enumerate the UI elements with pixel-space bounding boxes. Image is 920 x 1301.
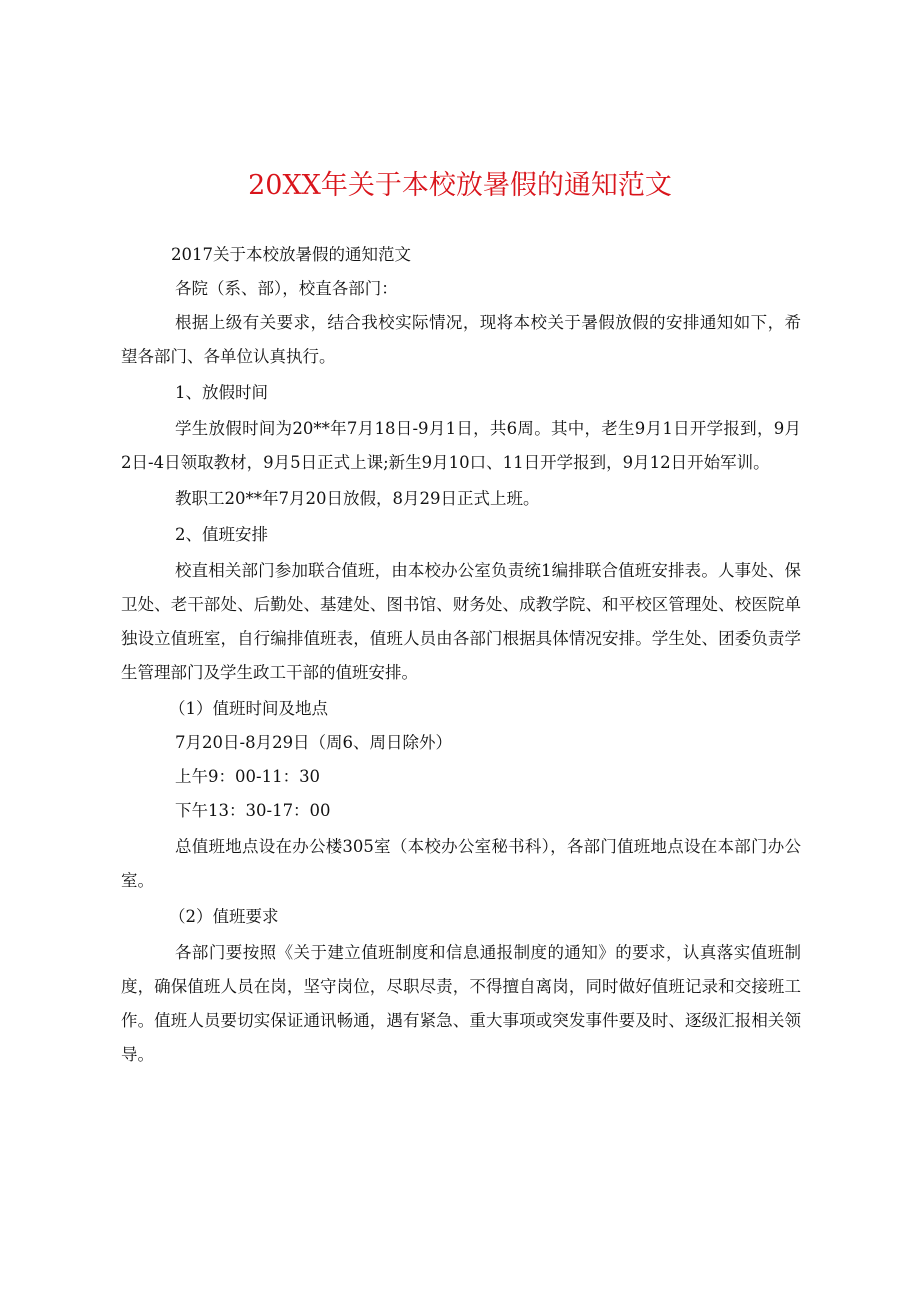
sub2-heading: （2）值班要求 [169,907,279,926]
section1-students-paragraph: 学生放假时间为20**年7月18日-9月1日，共6周。其中，老生9月1日开学报到，9月2日-4日领取教材，9月5日正式上课;新生9月10口、11日开学报到，9月12日开始军训。 [121,419,801,472]
sub2-paragraph: 各部门要按照《关于建立值班制度和信息通报制度的通知》的要求，认真落实值班制度，确保值班人员在岗，坚守岗位，尽职尽责，不得擅自离岗，同时做好值班记录和交接班工作。值班人员要切实保证通讯畅通，遇有紧急、重大事项或突发事件要及时、逐级汇报相关领导。 [121,943,801,1064]
sub1-dates: 7月20日-8月29日（周6、周日除外） [175,733,453,752]
sub1-afternoon: 下午13：30-17：00 [175,801,331,820]
section1-staff-paragraph: 教职工20**年7月20日放假，8月29日正式上班。 [175,489,540,508]
intro-paragraph: 根据上级有关要求，结合我校实际情况，现将本校关于暑假放假的安排通知如下，希望各部门、各单位认真执行。 [121,313,801,366]
section2-heading: 2、值班安排 [175,525,268,544]
document-subtitle: 2017关于本校放暑假的通知范文 [171,245,411,264]
sub1-morning: 上午9：00-11：30 [175,767,321,786]
document-body [121,238,801,1072]
sub1-heading: （1）值班时间及地点 [169,699,328,718]
section2-paragraph: 校直相关部门参加联合值班，由本校办公室负责统1编排联合值班安排表。人事处、保卫处、老干部处、后勤处、基建处、图书馆、财务处、成教学院、和平校区管理处、校医院单独设立值班室，自行编排值班表，值班人员由各部门根据具体情况安排。学生处、团委负责学生管理部门及学生政工干部的值班安排。 [121,561,801,682]
sub1-location-paragraph: 总值班地点设在办公楼305室（本校办公室秘书科），各部门值班地点设在本部门办公室。 [121,837,801,890]
section1-heading: 1、放假时间 [175,383,268,402]
salutation: 各院（系、部），校直各部门： [175,279,398,298]
document-title: 20XX年关于本校放暑假的通知范文 [248,170,672,201]
